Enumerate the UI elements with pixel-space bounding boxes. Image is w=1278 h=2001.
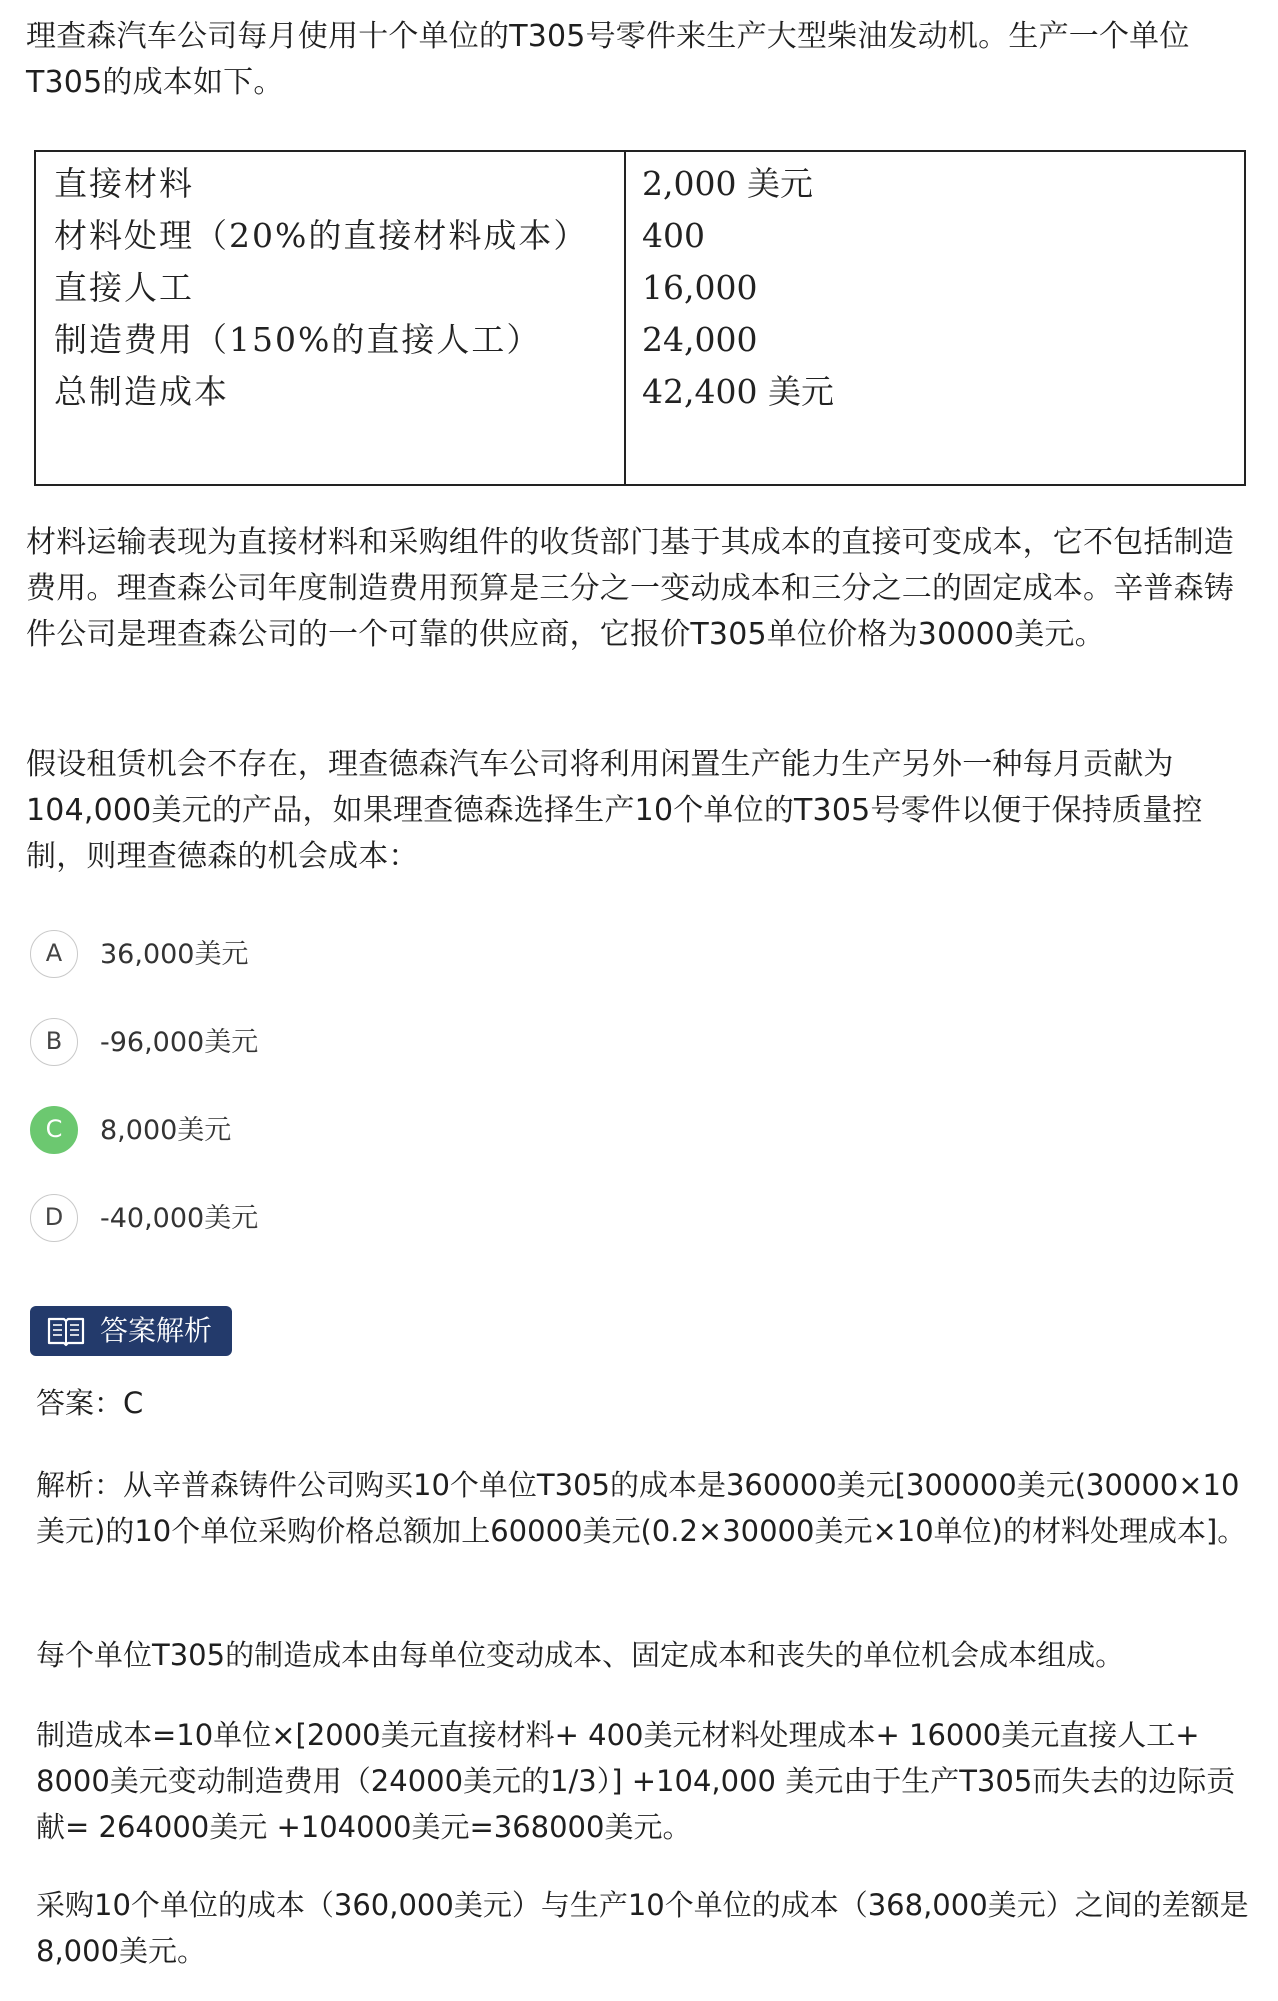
option-letter-badge: D: [30, 1194, 78, 1242]
cost-value: 16,000: [642, 268, 758, 307]
option-letter-badge: B: [30, 1018, 78, 1066]
option-text: -40,000美元: [100, 1203, 259, 1234]
option-text: 36,000美元: [100, 939, 249, 970]
cost-label: 材料处理（20%的直接材料成本）: [54, 216, 589, 255]
option-letter-badge-correct: C: [30, 1106, 78, 1154]
option-text: -96,000美元: [100, 1027, 259, 1058]
answer-analysis-label: 答案解析: [100, 1314, 213, 1347]
answer-analysis-button[interactable]: [30, 1306, 232, 1356]
cost-table: [34, 150, 1246, 486]
cost-label: 直接人工: [54, 268, 194, 307]
option-a[interactable]: [30, 930, 630, 982]
option-c[interactable]: [30, 1106, 630, 1158]
question-intro: 理查森汽车公司每月使用十个单位的T305号零件来生产大型柴油发动机。生产一个单位T305的成本如下。: [26, 19, 1190, 100]
answer-text: 答案：C: [36, 1386, 144, 1420]
option-text: 8,000美元: [100, 1115, 232, 1146]
cost-value: 400: [642, 216, 705, 255]
table-row: [36, 360, 1244, 426]
analysis-paragraph: 采购10个单位的成本（360,000美元）与生产10个单位的成本（368,000美元）之间的差额是8,000美元。: [36, 1888, 1249, 1968]
option-b[interactable]: [30, 1018, 630, 1070]
analysis-paragraph: 制造成本=10单位×[2000美元直接材料+ 400美元材料处理成本+ 16000美元直接人工+ 8000美元变动制造费用（24000美元的1/3）] +104,000 美元由于生产T305而失去的边际贡献= 264000美元 +104000美元=368000美元。: [36, 1718, 1236, 1844]
option-d[interactable]: [30, 1194, 630, 1246]
cost-value: 42,400 美元: [642, 372, 834, 411]
cost-label: 总制造成本: [54, 372, 229, 411]
cost-value: 2,000 美元: [642, 164, 813, 203]
analysis-paragraph: 解析：从辛普森铸件公司购买10个单位T305的成本是360000美元[300000美元(30000×10美元)的10个单位采购价格总额加上60000美元(0.2×30000美元×10单位)的材料处理成本]。: [36, 1468, 1247, 1548]
question-body-paragraph: 材料运输表现为直接材料和采购组件的收货部门基于其成本的直接可变成本，它不包括制造费用。理查森公司年度制造费用预算是三分之一变动成本和三分之二的固定成本。辛普森铸件公司是理查森公司的一个可靠的供应商，它报价T305单位价格为30000美元。: [26, 525, 1234, 652]
cost-value: 24,000: [642, 320, 758, 359]
option-letter-badge: A: [30, 930, 78, 978]
book-icon: [46, 1315, 86, 1347]
cost-label: 直接材料: [54, 164, 194, 203]
analysis-paragraph: 每个单位T305的制造成本由每单位变动成本、固定成本和丧失的单位机会成本组成。: [36, 1638, 1125, 1672]
cost-label: 制造费用（150%的直接人工）: [54, 320, 542, 359]
question-prompt: 假设租赁机会不存在，理查德森汽车公司将利用闲置生产能力生产另外一种每月贡献为104,000美元的产品，如果理查德森选择生产10个单位的T305号零件以便于保持质量控制，则理查德森的机会成本：: [26, 747, 1203, 874]
